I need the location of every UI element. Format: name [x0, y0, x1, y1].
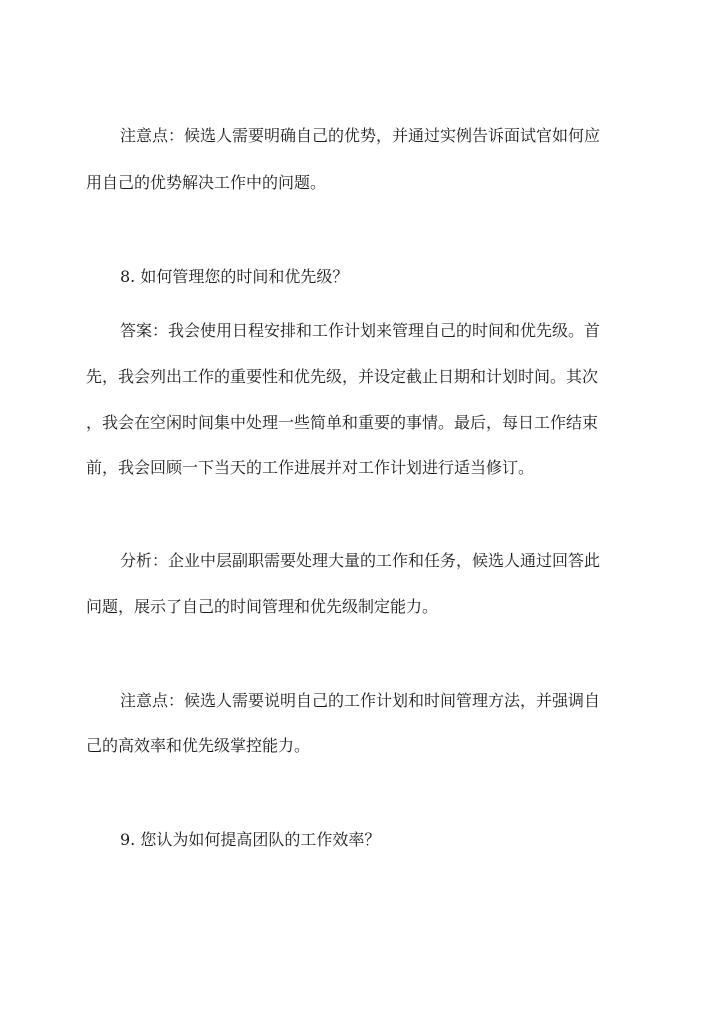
analysis-8-line-2: 问题，展示了自己的时间管理和优先级制定能力。: [86, 597, 439, 616]
answer-8-line-4: 前，我会回顾一下当天的工作进展并对工作计划进行适当修订。: [86, 458, 535, 477]
analysis-8-line-1: 分析：企业中层副职需要处理大量的工作和任务，候选人通过回答此: [120, 551, 601, 570]
answer-8-line-3: ，我会在空闲时间集中处理一些简单和重要的事情。最后，每日工作结束: [86, 413, 599, 432]
note-8-line-1: 注意点：候选人需要说明自己的工作计划和时间管理方法，并强调自: [120, 691, 601, 710]
answer-8-line-2: 先，我会列出工作的重要性和优先级，并设定截止日期和计划时间。其次: [86, 367, 599, 386]
question-8: 8. 如何管理您的时间和优先级？: [120, 267, 349, 286]
note-paragraph-1-line-1: 注意点：候选人需要明确自己的优势，并通过实例告诉面试官如何应: [120, 126, 601, 145]
note-paragraph-1-line-2: 用自己的优势解决工作中的问题。: [86, 173, 327, 192]
note-8-line-2: 己的高效率和优先级掌控能力。: [86, 736, 311, 755]
answer-8-line-1: 答案：我会使用日程安排和工作计划来管理自己的时间和优先级。首: [120, 321, 601, 340]
question-9: 9. 您认为如何提高团队的工作效率？: [120, 830, 381, 849]
